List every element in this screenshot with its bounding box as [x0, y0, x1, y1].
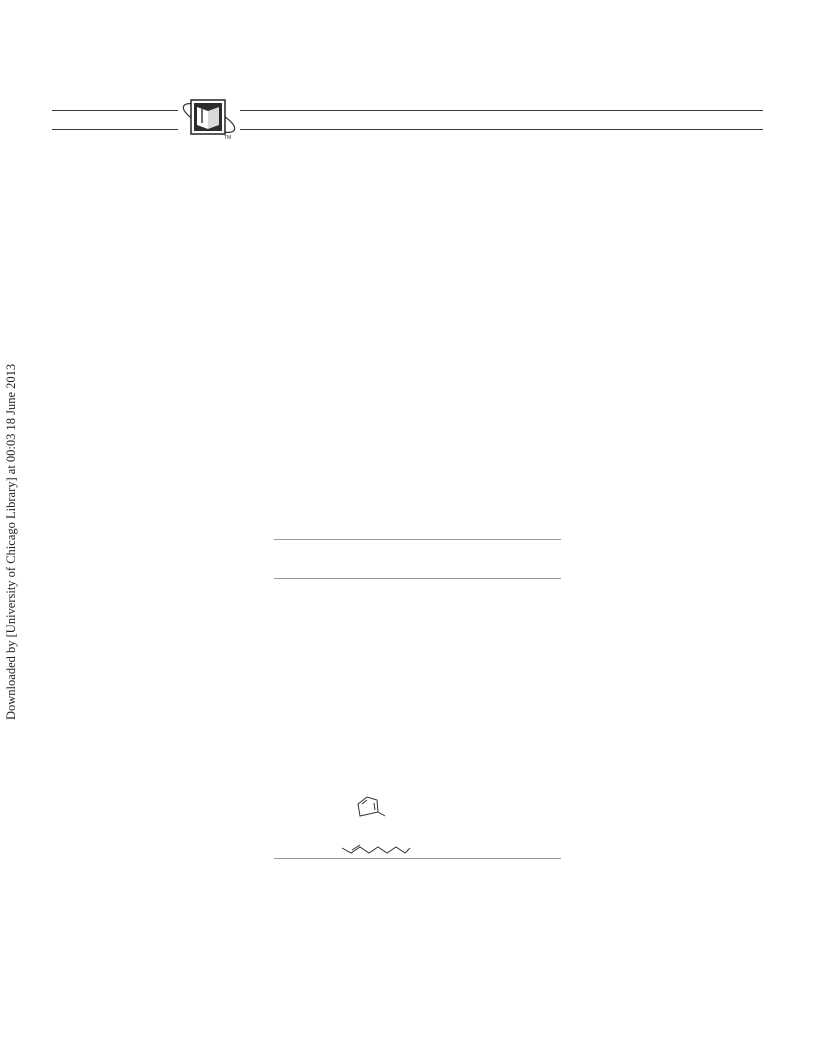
download-stamp: Downloaded by [University of Chicago Library] at 00:03 18 June 2013 [4, 363, 18, 720]
header-rule-top-right [240, 110, 763, 111]
trademark-mark: TM [224, 135, 232, 141]
publisher-logo [178, 96, 240, 142]
hexenyl-chain-structure [342, 845, 410, 853]
header-rule-top-left [52, 110, 178, 111]
table-structures [274, 780, 561, 860]
header-rule-bottom-right [240, 129, 763, 130]
table-header-rule [274, 578, 561, 579]
furan-ring-structure [358, 797, 385, 816]
header-rule-bottom-left [52, 129, 178, 130]
table-top-rule [274, 539, 561, 540]
